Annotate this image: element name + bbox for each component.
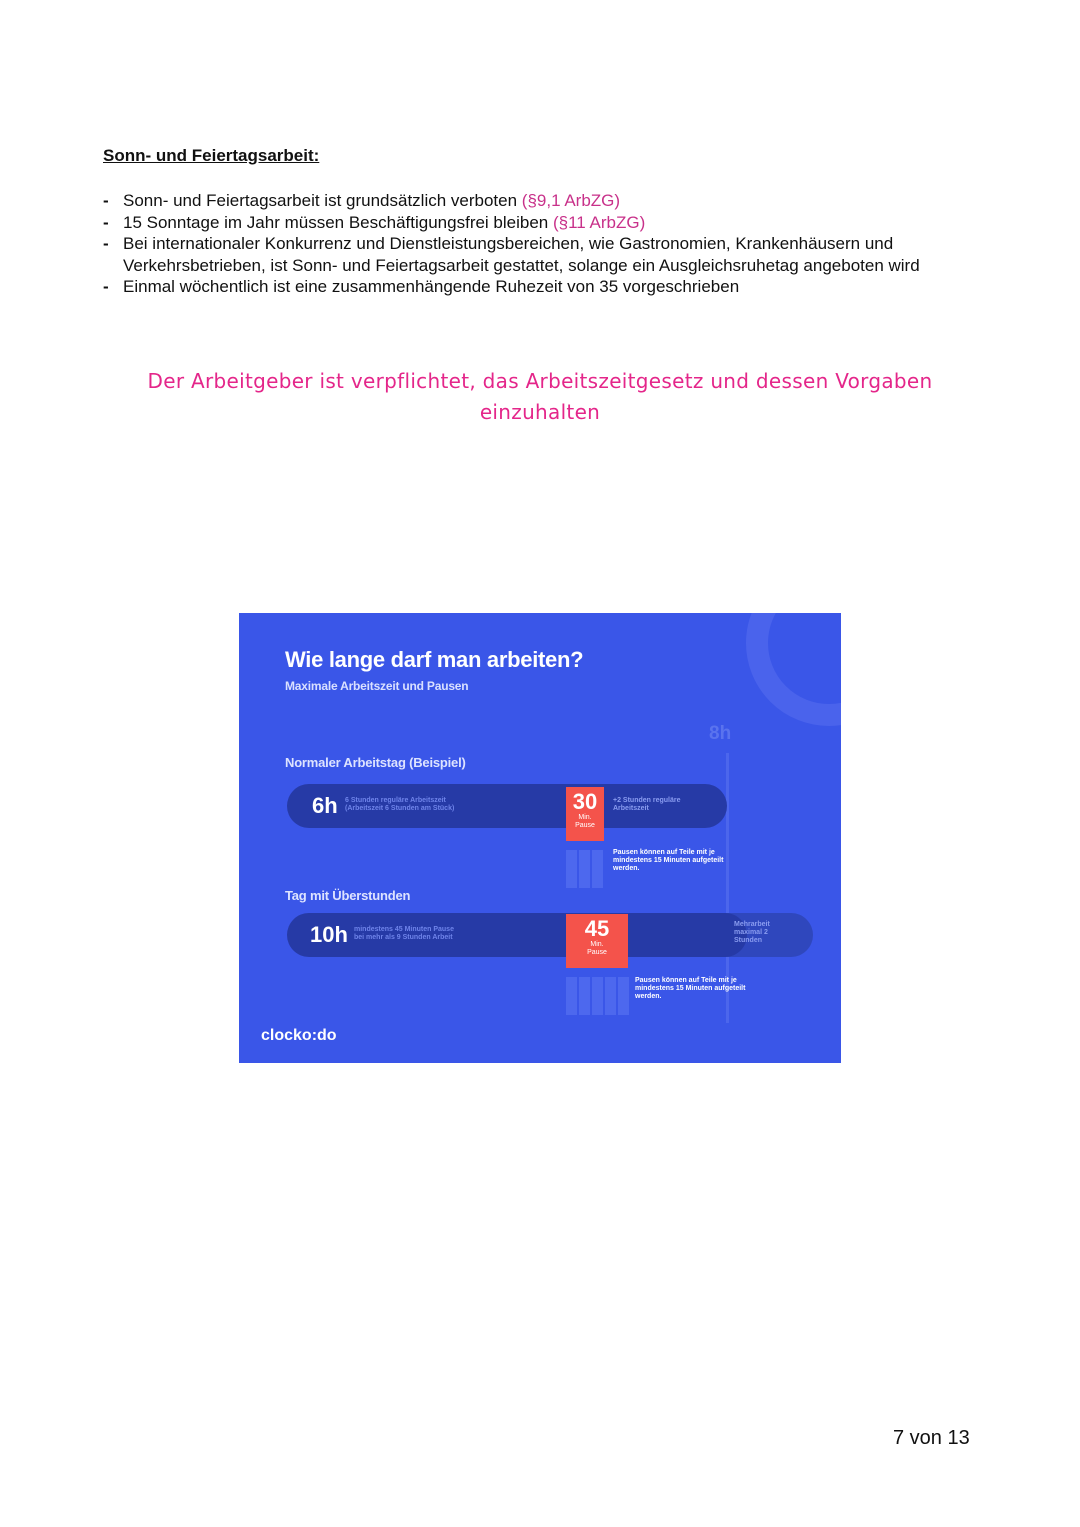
highlight-quote: Der Arbeitgeber ist verpflichtet, das Arbeitszeitgesetz und dessen Vorgaben einzuhalten [147, 369, 933, 424]
pause-slot [579, 850, 590, 888]
normal-hours: 6h [312, 793, 338, 818]
normal-detail: 6 Stunden reguläre Arbeitszeit (Arbeitszeit 6 Stunden am Stück) [345, 797, 455, 812]
bullet-list [103, 190, 963, 298]
working-time-infographic [239, 613, 841, 1063]
pause-slot [592, 977, 603, 1015]
normal-after-text: +2 Stunden reguläre Arbeitszeit [613, 797, 681, 812]
pause-slot [605, 977, 616, 1015]
pause-slot [579, 977, 590, 1015]
bullet-item: - Bei internationaler Konkurrenz und Dienstleistungsbereichen, wie Gastronomien, Krankenhäusern und Verkehrsbetrieben, ist Sonn- und Feiertagsarbeit gestattet, solange ein Ausgleichsruhetag angeboten wird [103, 233, 963, 276]
page-number: 7 von 13 [893, 1427, 970, 1449]
pause-slot [566, 850, 577, 888]
clockodo-logo: clocko:do [261, 1027, 337, 1044]
law-reference: (§11 ArbZG) [553, 212, 646, 232]
normal-pause-note: Pausen können auf Teile mit je mindestens 15 Minuten aufgeteilt werden. [613, 849, 724, 872]
infographic-title: Wie lange darf man arbeiten? [285, 647, 584, 672]
row-overtime-label: Tag mit Überstunden [285, 888, 411, 903]
overtime-detail: mindestens 45 Minuten Pause bei mehr als 9 Stunden Arbeit [354, 926, 454, 941]
overtime-hours: 10h [310, 922, 348, 947]
bullet-item: - Einmal wöchentlich ist eine zusammenhängende Ruhezeit von 35 vorgeschrieben [103, 276, 963, 298]
pause-30-badge: 30 Min. Pause [566, 787, 604, 841]
section-heading: Sonn- und Feiertagsarbeit: [103, 146, 320, 165]
infographic-subtitle: Maximale Arbeitszeit und Pausen [285, 679, 469, 693]
overtime-pause-note: Pausen können auf Teile mit je mindestens 15 Minuten aufgeteilt werden. [635, 977, 746, 1000]
bullet-item: - Sonn- und Feiertagsarbeit ist grundsätzlich verboten (§9,1 ArbZG) [103, 190, 963, 212]
pause-slot [566, 977, 577, 1015]
law-reference: (§9,1 ArbZG) [521, 191, 621, 210]
row-normal-label: Normaler Arbeitstag (Beispiel) [285, 755, 466, 770]
pause-45-badge: 45 Min. Pause [566, 914, 628, 968]
overtime-text: Mehrarbeit maximal 2 Stunden [734, 921, 770, 944]
pause-slot [618, 977, 629, 1015]
eight-hour-marker: 8h [709, 723, 732, 744]
bullet-item: - 15 Sonntage im Jahr müssen Beschäftigungsfrei bleiben (§11 ArbZG) [103, 212, 963, 234]
pause-slot [592, 850, 603, 888]
